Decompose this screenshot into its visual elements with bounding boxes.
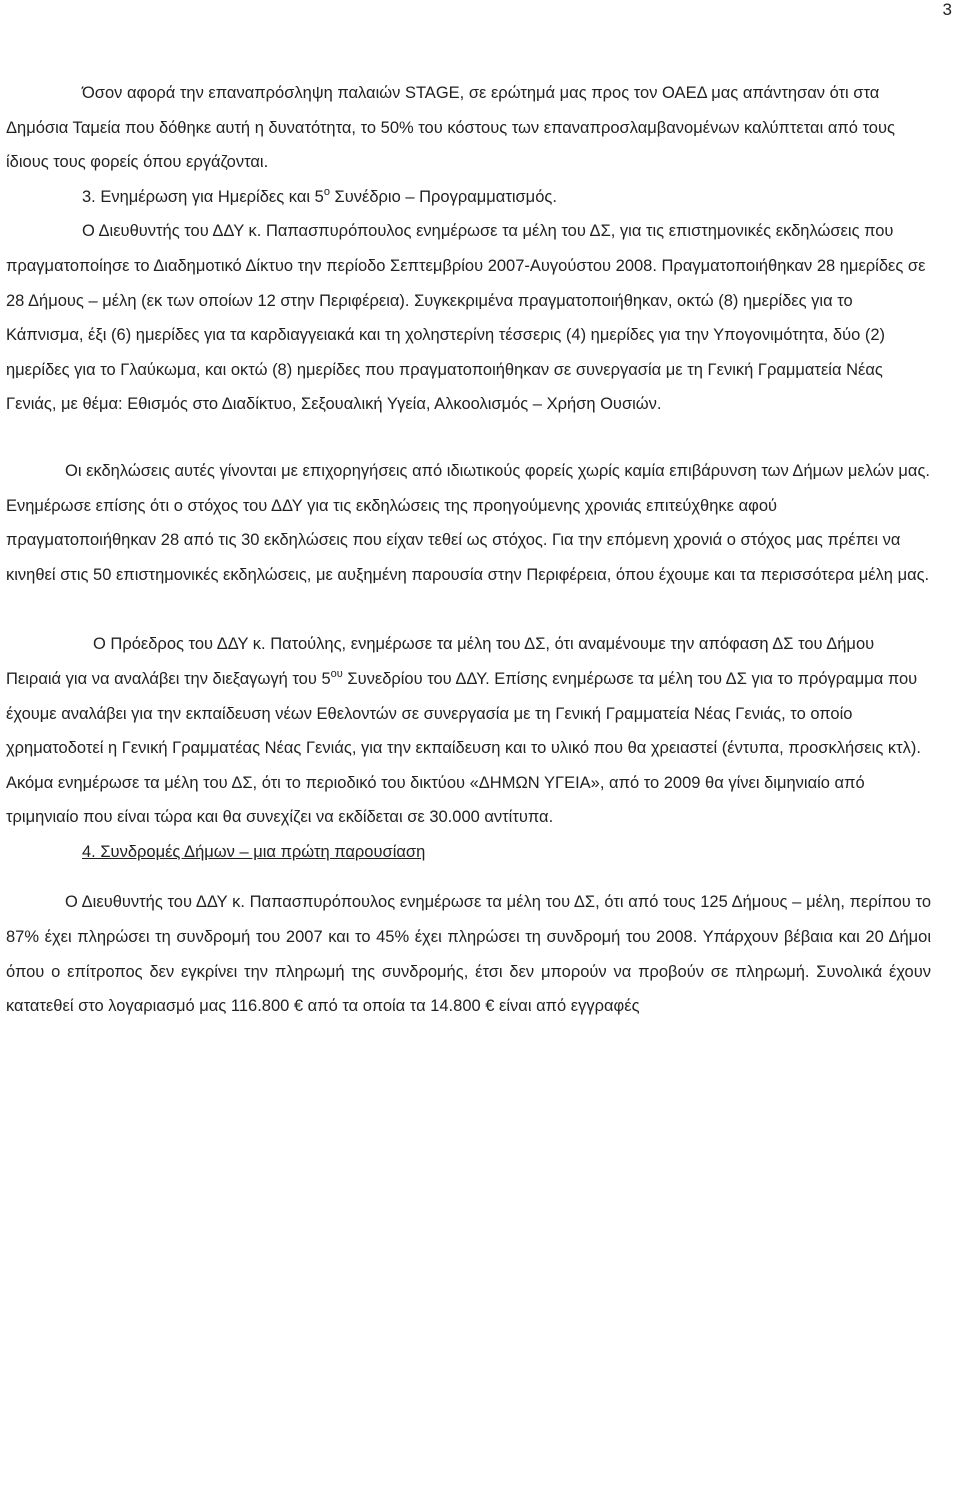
paragraph-event-funding: Οι εκδηλώσεις αυτές γίνονται με επιχορηγήσεις από ιδιωτικούς φορείς χωρίς καμία επιβάρυνση των Δήμων μελών μας. Ενημέρωσε επίσης ότι ο στόχος του ΔΔΥ για τις εκδηλώσεις της προηγούμενης χρονιάς επιτεύχθηκε αφού πραγματοποιήθηκαν 28 από τις 30 εκδηλώσεις που είχαν τεθεί ως στόχος. Για την επόμενη χρονιά ο στόχος μας πρέπει να κινηθεί στις 50 επιστημονικές εκδηλώσεις, με αυξημένη παρουσία στην Περιφέρεια, όπου έχουμε και τα περισσότερα μέλη μας. [6, 461, 931, 584]
paragraph-conference [6, 627, 931, 835]
section-heading-4: 4. Συνδρομές Δήμων – μια πρώτη παρουσίαση [82, 842, 426, 861]
paragraph-scientific-events: Ο Διευθυντής του ΔΔΥ κ. Παπασπυρόπουλος ενημέρωσε τα μέλη του ΔΣ, για τις επιστημονικές εκδηλώσεις που πραγματοποίησε το Διαδημοτικό Δίκτυο την περίοδο Σεπτεμβρίου 2007-Αυγούστου 2008. Πραγματοποιήθηκαν 28 ημερίδες σε 28 Δήμους – μέλη (εκ των οποίων 12 στην Περιφέρεια). Συγκεκριμένα πραγματοποιήθηκαν, οκτώ (8) ημερίδες για το Κάπνισμα, έξι (6) ημερίδες για τα καρδιαγγειακά και τη χοληστερίνη τέσσερις (4) ημερίδες για την Υπογονιμότητα, δύο (2) ημερίδες για το Γλαύκωμα, και οκτώ (8) ημερίδες που πραγματοποιήθηκαν σε συνεργασία με τη Γενική Γραμματεία Νέας Γενιάς, με θέμα: Εθισμός στο Διαδίκτυο, Σεξουαλική Υγεία, Αλκοολισμός – Χρήση Ουσιών. [6, 222, 926, 414]
page-number: 3 [942, 0, 952, 19]
conference-superscript: ου [330, 667, 343, 680]
conference-text-end: Συνεδρίου του ΔΔΥ. Επίσης ενημέρωσε τα μέλη του ΔΣ για το πρόγραμμα που έχουμε αναλάβει για την εκπαίδευση νέων Εθελοντών σε συνεργασία με τη Γενική Γραμματεία Νέας Γενιάς, το οποίο χρηματοδοτεί η Γενική Γραμματέας Νέας Γενιάς, για την εκπαίδευση και το υλικό που θα χρειαστεί (έντυπα, προσκλήσεις κτλ). Ακόμα ενημέρωσε τα μέλη του ΔΣ, ότι το περιοδικό του δικτύου «ΔΗΜΩΝ ΥΓΕΙΑ», από το 2009 θα γίνει διμηνιαίο από τριμηνιαίο που είναι τώρα και θα συνεχίζει να εκδίδεται σε 30.000 αντίτυπα. [6, 669, 921, 827]
paragraph-stage-rehiring: Όσον αφορά την επαναπρόσληψη παλαιών STAGE, σε ερώτημά μας προς τον ΟΑΕΔ μας απάντησαν ότι στα Δημόσια Ταμεία που δόθηκε αυτή η δυνατότητα, το 50% του κόστους των επαναπροσλαμβανομένων καλύπτεται από τους ίδιους τους φορείς όπου εργάζονται. [6, 84, 895, 172]
section-heading-3 [6, 180, 931, 215]
conference-text-start: Ο Πρόεδρος του ΔΔΥ κ. Πατούλης, ενημέρωσε τα μέλη του ΔΣ, ότι αναμένουμε την απόφαση ΔΣ του Δήμου Πειραιά για να αναλάβει την διεξαγωγή του 5 [6, 635, 875, 688]
section-3-title-end: Συνέδριο – Προγραμματισμός. [329, 187, 557, 206]
section-3-superscript: ο [323, 185, 330, 198]
document-body [6, 76, 931, 1024]
section-3-title-start: 3. Ενημέρωση για Ημερίδες και 5 [82, 187, 324, 206]
paragraph-subscriptions: Ο Διευθυντής του ΔΔΥ κ. Παπασπυρόπουλος ενημέρωσε τα μέλη του ΔΣ, ότι από τους 125 Δήμους – μέλη, περίπου το 87% έχει πληρώσει τη συνδρομή του 2007 και το 45% έχει πληρώσει τη συνδρομή του 2008. Υπάρχουν βέβαια και 20 Δήμοι όπου ο επίτροπος δεν εγκρίνει την πληρωμή της συνδρομής, έτσι δεν μπορούν να προβούν σε πληρωμή. Συνολικά έχουν κατατεθεί στο λογαριασμό μας 116.800 € από τα οποία τα 14.800 € είναι από εγγραφές [6, 893, 931, 1016]
